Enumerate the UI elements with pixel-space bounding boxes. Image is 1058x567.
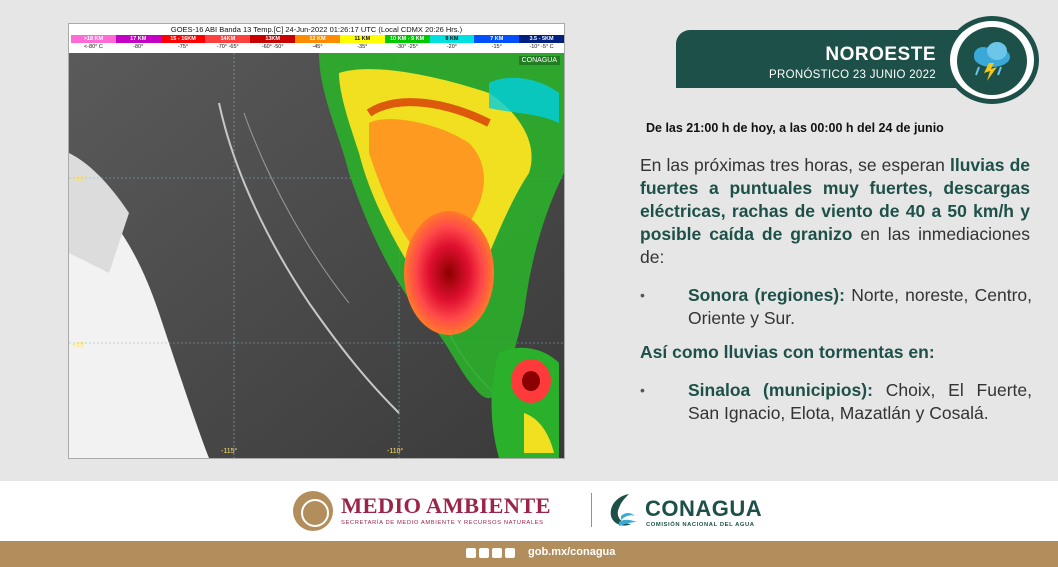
temp-label: <-80° C	[83, 44, 103, 50]
satellite-title: GOES-16 ABI Banda 13 Temp.[C] 24-Jun-2022 01:26:17 UTC (Local CDMX 20:26 Hrs.)	[170, 25, 463, 34]
satellite-logo: CONAGUA	[519, 56, 560, 65]
temp-label: -80°	[133, 44, 144, 50]
temp-label: -10° -5° C	[529, 44, 554, 50]
temp-label: -60° -50°	[261, 44, 284, 50]
scale-segment: 15 - 16KM	[161, 35, 206, 43]
temp-label: -20°	[446, 44, 457, 50]
footer-divider	[591, 493, 592, 527]
bullet-icon: •	[640, 382, 645, 398]
satellite-map	[69, 53, 564, 458]
twitter-icon[interactable]	[479, 548, 489, 558]
scale-segment: 13KM	[250, 35, 295, 43]
bullet-sonora-label: Sonora (regiones):	[688, 285, 845, 305]
scale-segment: 8 KM	[430, 35, 475, 43]
bullet-sonora	[640, 284, 1032, 330]
instagram-icon[interactable]	[492, 548, 502, 558]
medio-ambiente-title: MEDIO AMBIENTE	[341, 493, 551, 518]
mexico-seal-icon	[293, 491, 333, 531]
facebook-icon[interactable]	[466, 548, 476, 558]
cloud-height-scale	[71, 35, 564, 43]
scale-segment: 3.5 - 5KM	[519, 35, 564, 43]
scale-segment: 11 KM	[340, 35, 385, 43]
intro-highlight: lluvias de fuertes a puntuales muy fuertes, descargas eléctricas, rachas de viento de 40 a 50 km/h y posible caída de granizo	[640, 155, 1030, 244]
lon-label-110: -110°	[387, 448, 404, 455]
temp-label: -70° -65°	[216, 44, 239, 50]
intro-text: En las próximas tres horas, se esperan	[640, 155, 950, 175]
forecast-date: PRONÓSTICO 23 JUNIO 2022	[769, 69, 936, 81]
temp-label: -30° -25°	[396, 44, 418, 50]
scale-segment: 10 KM - 9 KM	[385, 35, 430, 43]
bullet-icon: •	[640, 287, 645, 303]
lat-label-30: +30°	[72, 176, 87, 183]
weather-badge	[945, 16, 1039, 104]
temp-label: -75°	[177, 44, 189, 50]
temp-label: -35°	[357, 44, 368, 50]
storm-cloud-icon	[967, 41, 1017, 81]
bullet-sonora-text: Norte, noreste, Centro, Oriente y Sur.	[688, 285, 1032, 328]
youtube-icon[interactable]	[505, 548, 515, 558]
scale-segment: 12 KM	[295, 35, 340, 43]
conagua-subtitle: COMISIÓN NACIONAL DEL AGUA	[646, 522, 755, 528]
satellite-image	[68, 23, 565, 459]
website-link[interactable]: gob.mx/conagua	[528, 546, 616, 558]
also-heading: Así como lluvias con tormentas en:	[640, 342, 935, 362]
conagua-title: CONAGUA	[645, 496, 763, 521]
scale-segment: >18 KM	[71, 35, 116, 43]
time-range: De las 21:00 h de hoy, a las 00:00 h del 24 de junio	[646, 121, 944, 135]
scale-segment: 7 KM	[474, 35, 519, 43]
region-title: NOROESTE	[825, 44, 936, 65]
temperature-scale	[71, 43, 564, 51]
scale-segment: 14KM	[205, 35, 250, 43]
temp-label: -15°	[491, 44, 502, 50]
lon-label-115: -115°	[221, 448, 238, 455]
bullet-sinaloa	[640, 379, 1032, 425]
temp-label: -45°	[312, 44, 323, 50]
conagua-logo-icon	[607, 492, 639, 528]
scale-segment: 17 KM	[116, 35, 161, 43]
bullet-sinaloa-text: Choix, El Fuerte, San Ignacio, Elota, Mazatlán y Cosalá.	[688, 380, 1032, 423]
bullet-sinaloa-label: Sinaloa (municipios):	[688, 380, 873, 400]
lat-label-25: +25°	[72, 342, 87, 349]
forecast-intro	[640, 154, 1030, 269]
intro-suffix: en las inmediaciones de:	[640, 224, 1030, 267]
social-links	[466, 548, 515, 558]
medio-ambiente-subtitle: SECRETARÍA DE MEDIO AMBIENTE Y RECURSOS NATURALES	[341, 520, 544, 526]
